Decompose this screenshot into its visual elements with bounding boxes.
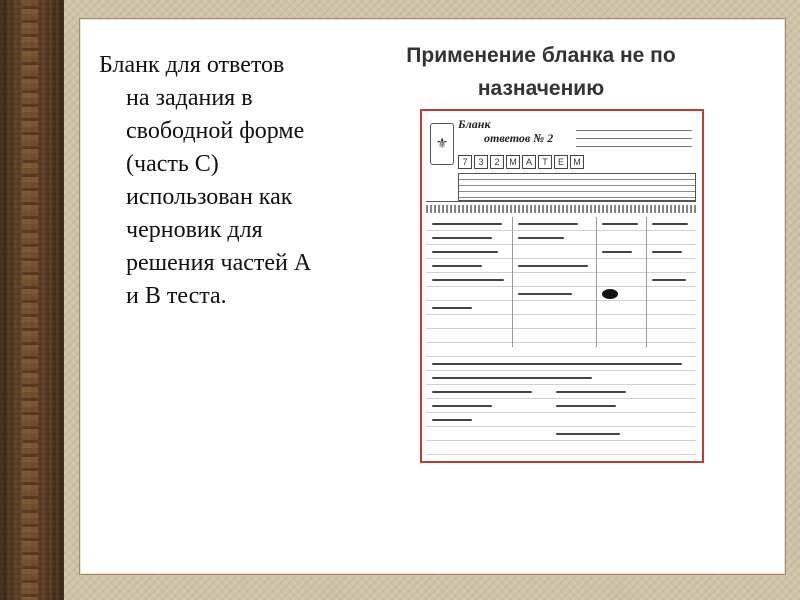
- body-line: использован как: [126, 184, 293, 210]
- handwriting-mark: [432, 279, 504, 281]
- handwriting-mark: [518, 223, 578, 225]
- code-cell: М: [570, 155, 584, 169]
- code-cell: Т: [538, 155, 552, 169]
- sheet-header: [426, 115, 696, 202]
- handwriting-mark: [518, 237, 564, 239]
- handwriting-mark: [432, 419, 472, 421]
- handwriting-mark: [556, 391, 626, 393]
- handwriting-mark: [556, 405, 616, 407]
- handwriting-mark: [518, 265, 588, 267]
- code-cell: 3: [474, 155, 488, 169]
- handwriting-mark: [432, 377, 592, 379]
- ink-blot: [602, 289, 618, 299]
- slide-content-area: [79, 18, 786, 575]
- header-form-lines: [576, 123, 692, 147]
- handwriting-mark: [602, 251, 632, 253]
- emblem-icon: ⚜: [430, 123, 454, 165]
- handwriting-mark: [556, 433, 620, 435]
- body-line: черновик для: [126, 217, 263, 243]
- code-cell: Е: [554, 155, 568, 169]
- handwriting-mark: [432, 363, 682, 365]
- code-cell: А: [522, 155, 536, 169]
- code-cell: 7: [458, 155, 472, 169]
- handwriting-mark: [432, 237, 492, 239]
- body-line: и В теста.: [126, 283, 227, 309]
- answer-sheet-figure: [376, 39, 777, 459]
- handwriting-mark: [652, 223, 688, 225]
- figure-title-line: Применение бланка не по: [406, 44, 676, 67]
- body-line: Бланк для ответов: [99, 52, 285, 78]
- code-cells: [458, 155, 584, 169]
- figure-title-line: назначению: [477, 77, 605, 100]
- handwriting-mark: [432, 223, 502, 225]
- instructions-box: [458, 173, 696, 201]
- handwriting-mark: [602, 223, 638, 225]
- handwriting-mark: [432, 265, 482, 267]
- handwriting-mark: [652, 279, 686, 281]
- handwriting-mark: [432, 251, 498, 253]
- figure-title: [376, 39, 706, 105]
- body-line: на задания в: [126, 85, 253, 111]
- sheet-title-line: ответов № 2: [484, 131, 554, 145]
- handwriting-mark: [652, 251, 682, 253]
- sheet-title-line: Бланк: [458, 117, 491, 131]
- body-line: (часть С): [126, 151, 219, 177]
- warning-strip: [426, 205, 696, 213]
- answer-sheet-image: [420, 109, 704, 463]
- body-line: решения частей А: [126, 250, 312, 276]
- handwriting-mark: [432, 307, 472, 309]
- handwriting-mark: [432, 391, 532, 393]
- decorative-left-border: [0, 0, 64, 600]
- code-cell: 2: [490, 155, 504, 169]
- handwritten-work-area: [426, 217, 696, 455]
- work-column: [596, 217, 647, 347]
- body-line: свободной форме: [126, 118, 305, 144]
- code-cell: М: [506, 155, 520, 169]
- handwriting-mark: [432, 405, 492, 407]
- slide-body-text: [99, 49, 399, 313]
- sheet-title: [458, 117, 553, 145]
- handwriting-mark: [518, 293, 572, 295]
